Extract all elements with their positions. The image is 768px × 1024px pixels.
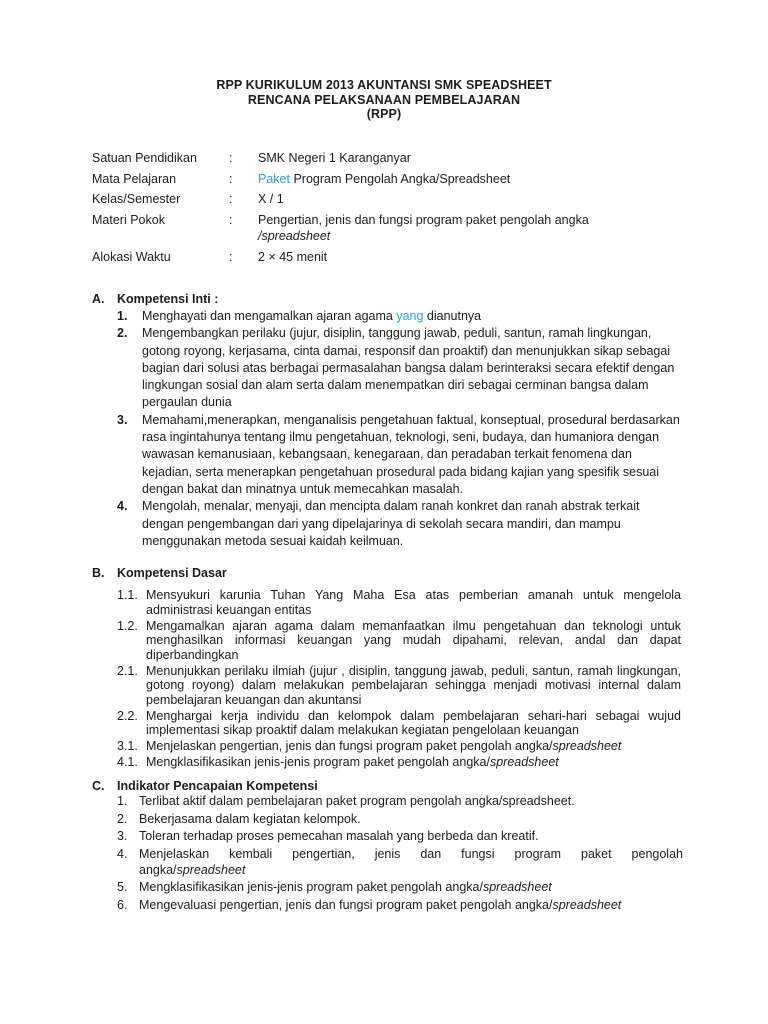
identity-colon: :	[229, 192, 233, 206]
list-text-part: angka/	[139, 862, 177, 877]
kompetensi-inti-list	[117, 308, 683, 550]
section-a-heading	[92, 292, 218, 306]
list-number: 1.1.	[117, 588, 138, 602]
list-number: 1.2.	[117, 618, 138, 633]
list-text-part: Menjelaskan pengertian, jenis dan fungsi program paket pengolah angka/	[146, 739, 553, 753]
section-title: Indikator Pencapaian Kompetensi	[117, 779, 318, 793]
list-number: 2.1.	[117, 663, 138, 678]
list-text: Menghargai kerja individu dan kelompok dalam pembelajaran sehari-hari sebagai wujud implementasi sikap proaktif dalam melakukan kegiatan pengelolaan keuangan	[146, 708, 681, 737]
list-text: Mengolah, menalar, menyaji, dan mencipta dalam ranah konkret dan ranah abstrak terkait dengan pengembangan dari yang dipelajarinya di sekolah secara mandiri, dan mampu menggunakan metoda sesuai kaidah keilmuan.	[142, 499, 640, 548]
identity-value	[258, 171, 692, 188]
list-text: Toleran terhadap proses pemecahan masalah yang berbeda dan kreatif.	[139, 829, 539, 844]
identity-row-kelas	[92, 191, 692, 208]
list-text: Mengamalkan ajaran agama dalam memanfaatkan ilmu pengetahuan dan teknologi untuk menghasilkan informasi keuangan yang mudah dipahami, relevan, andal dan dapat diperbandingkan	[146, 618, 681, 662]
list-number: 3.1.	[117, 739, 138, 753]
identity-label: Satuan Pendidikan	[92, 151, 197, 165]
document-title	[0, 78, 768, 122]
identity-table	[92, 150, 692, 269]
list-text	[146, 739, 681, 754]
list-item	[117, 793, 683, 809]
list-number: 2.	[117, 326, 128, 341]
identity-value	[258, 212, 692, 245]
section-letter: C.	[92, 779, 105, 793]
title-line-2: RENCANA PELAKSANAAN PEMBELAJARAN	[247, 92, 521, 107]
title-line-3: (RPP)	[366, 107, 402, 121]
highlighted-word: yang	[396, 309, 424, 323]
list-number: 4.	[117, 499, 128, 514]
italic-term: spreadsheet	[482, 880, 552, 895]
highlighted-word: Paket	[258, 171, 290, 186]
list-text-part: Mengklasifikasikan jenis-jenis program paket pengolah angka/	[146, 755, 490, 769]
list-number: 4.1.	[117, 755, 138, 769]
identity-label: Mata Pelajaran	[92, 171, 177, 186]
list-text	[142, 308, 683, 325]
identity-colon: :	[229, 171, 233, 186]
list-text: Bekerjasama dalam kegiatan kelompok.	[139, 811, 361, 826]
list-text-part: Menghayati dan mengamalkan ajaran agama	[142, 309, 397, 323]
list-item	[117, 709, 681, 738]
list-item	[117, 412, 683, 498]
identity-value-rest: Program Pengolah Angka/Spreadsheet	[289, 171, 511, 186]
list-text	[146, 755, 681, 770]
identity-value: X / 1	[258, 192, 284, 206]
list-text-part: dianutnya	[423, 309, 482, 323]
list-item	[117, 755, 681, 770]
identity-row-alokasi	[92, 249, 692, 266]
identity-colon: :	[229, 212, 233, 227]
identity-value: SMK Negeri 1 Karanganyar	[258, 151, 411, 165]
list-text: Terlibat aktif dalam pembelajaran paket program pengolah angka/spreadsheet.	[139, 794, 575, 808]
list-item	[117, 828, 683, 844]
list-number: 5.	[117, 880, 128, 895]
list-text: Mengembangkan perilaku (jujur, disiplin, tanggung jawab, peduli, santun, ramah lingkungan, gotong royong, kerjasama, cinta damai, responsif dan proaktif) dan menunjukkan sikap sebagai bagian dari solusi atas berbagai permasalahan bangsa dalam berinteraksi secara efektif dengan lingkungan sosial dan alam serta dalam menempatkan diri sebagai cerminan bangsa dalam pergaulan dunia	[142, 326, 675, 410]
list-text-line-1: Menjelaskan kembali pengertian, jenis dan fungsi program paket pengolah	[139, 846, 683, 861]
list-text	[139, 879, 683, 895]
section-letter: B.	[92, 566, 105, 580]
list-text: Menunjukkan perilaku ilmiah (jujur , disiplin, tanggung jawab, peduli, santun, ramah lingkungan, gotong royong) dalam melakukan pembelajaran sehingga menjadi motivasi internal dalam pembelajaran keuangan dan akuntansi	[146, 663, 681, 707]
list-item	[117, 739, 681, 754]
list-number: 6.	[117, 897, 128, 912]
section-title: Kompetensi Dasar	[117, 566, 227, 580]
section-letter: A.	[92, 292, 105, 306]
identity-row-materi	[92, 212, 692, 245]
list-text: Mensyukuri karunia Tuhan Yang Maha Esa atas pemberian amanah untuk mengelola administrasi keuangan entitas	[146, 588, 681, 617]
list-number: 2.2.	[117, 708, 138, 723]
list-item	[117, 897, 683, 913]
list-text-part: Mengevaluasi pengertian, jenis dan fungsi program paket pengolah angka/	[139, 897, 553, 912]
kompetensi-dasar-list	[117, 588, 681, 771]
identity-colon: :	[229, 249, 233, 264]
identity-label: Materi Pokok	[92, 212, 165, 227]
section-c-heading	[92, 779, 318, 793]
list-item	[117, 811, 683, 827]
identity-label: Kelas/Semester	[92, 192, 181, 206]
list-item	[117, 664, 681, 708]
list-text	[139, 897, 683, 913]
identity-value: 2 × 45 menit	[258, 249, 328, 264]
identity-label: Alokasi Waktu	[92, 249, 171, 264]
italic-term: spreadsheet	[489, 755, 559, 769]
list-item	[117, 498, 683, 550]
list-number: 3.	[117, 829, 128, 844]
identity-colon: :	[229, 151, 233, 165]
identity-row-mapel	[92, 171, 692, 188]
identity-value-line-1: Pengertian, jenis dan fungsi program paket pengolah angka	[258, 212, 589, 227]
indikator-list	[117, 793, 683, 915]
identity-row-satuan	[92, 150, 692, 167]
list-number: 4.	[117, 846, 128, 861]
list-text: Memahami,menerapkan, menganalisis pengetahuan faktual, konseptual, prosedural berdasarkan rasa ingintahunya tentang ilmu pengetahuan, teknologi, seni, budaya, dan humaniora dengan wawasan kemanusiaan, kebangsaan, kenegaraan, dan peradaban terkait fenomena dan kejadian, serta menerapkan pengetahuan prosedural pada bidang kajian yang spesifik sesuai dengan bakat dan minatnya untuk memecahkan masalah.	[142, 412, 680, 496]
list-text	[139, 846, 683, 878]
section-b-heading	[92, 566, 227, 580]
section-title: Kompetensi Inti :	[117, 292, 219, 306]
list-item	[117, 879, 683, 895]
italic-term: spreadsheet	[552, 897, 622, 912]
list-number: 1.	[117, 794, 128, 808]
list-item	[117, 846, 683, 878]
list-text-part: Mengklasifikasikan jenis-jenis program paket pengolah angka/	[139, 880, 483, 895]
italic-term: spreadsheet	[552, 739, 622, 753]
list-item	[117, 588, 681, 617]
list-number: 1.	[117, 309, 128, 323]
italic-term: spreadsheet	[176, 862, 246, 877]
identity-value-italic: /spreadsheet	[258, 229, 331, 243]
list-number: 3.	[117, 412, 128, 427]
list-item	[117, 325, 683, 411]
list-item	[117, 619, 681, 663]
title-line-1: RPP KURIKULUM 2013 AKUNTANSI SMK SPEADSHEET	[216, 78, 552, 92]
list-item	[117, 308, 683, 325]
list-number: 2.	[117, 811, 128, 826]
